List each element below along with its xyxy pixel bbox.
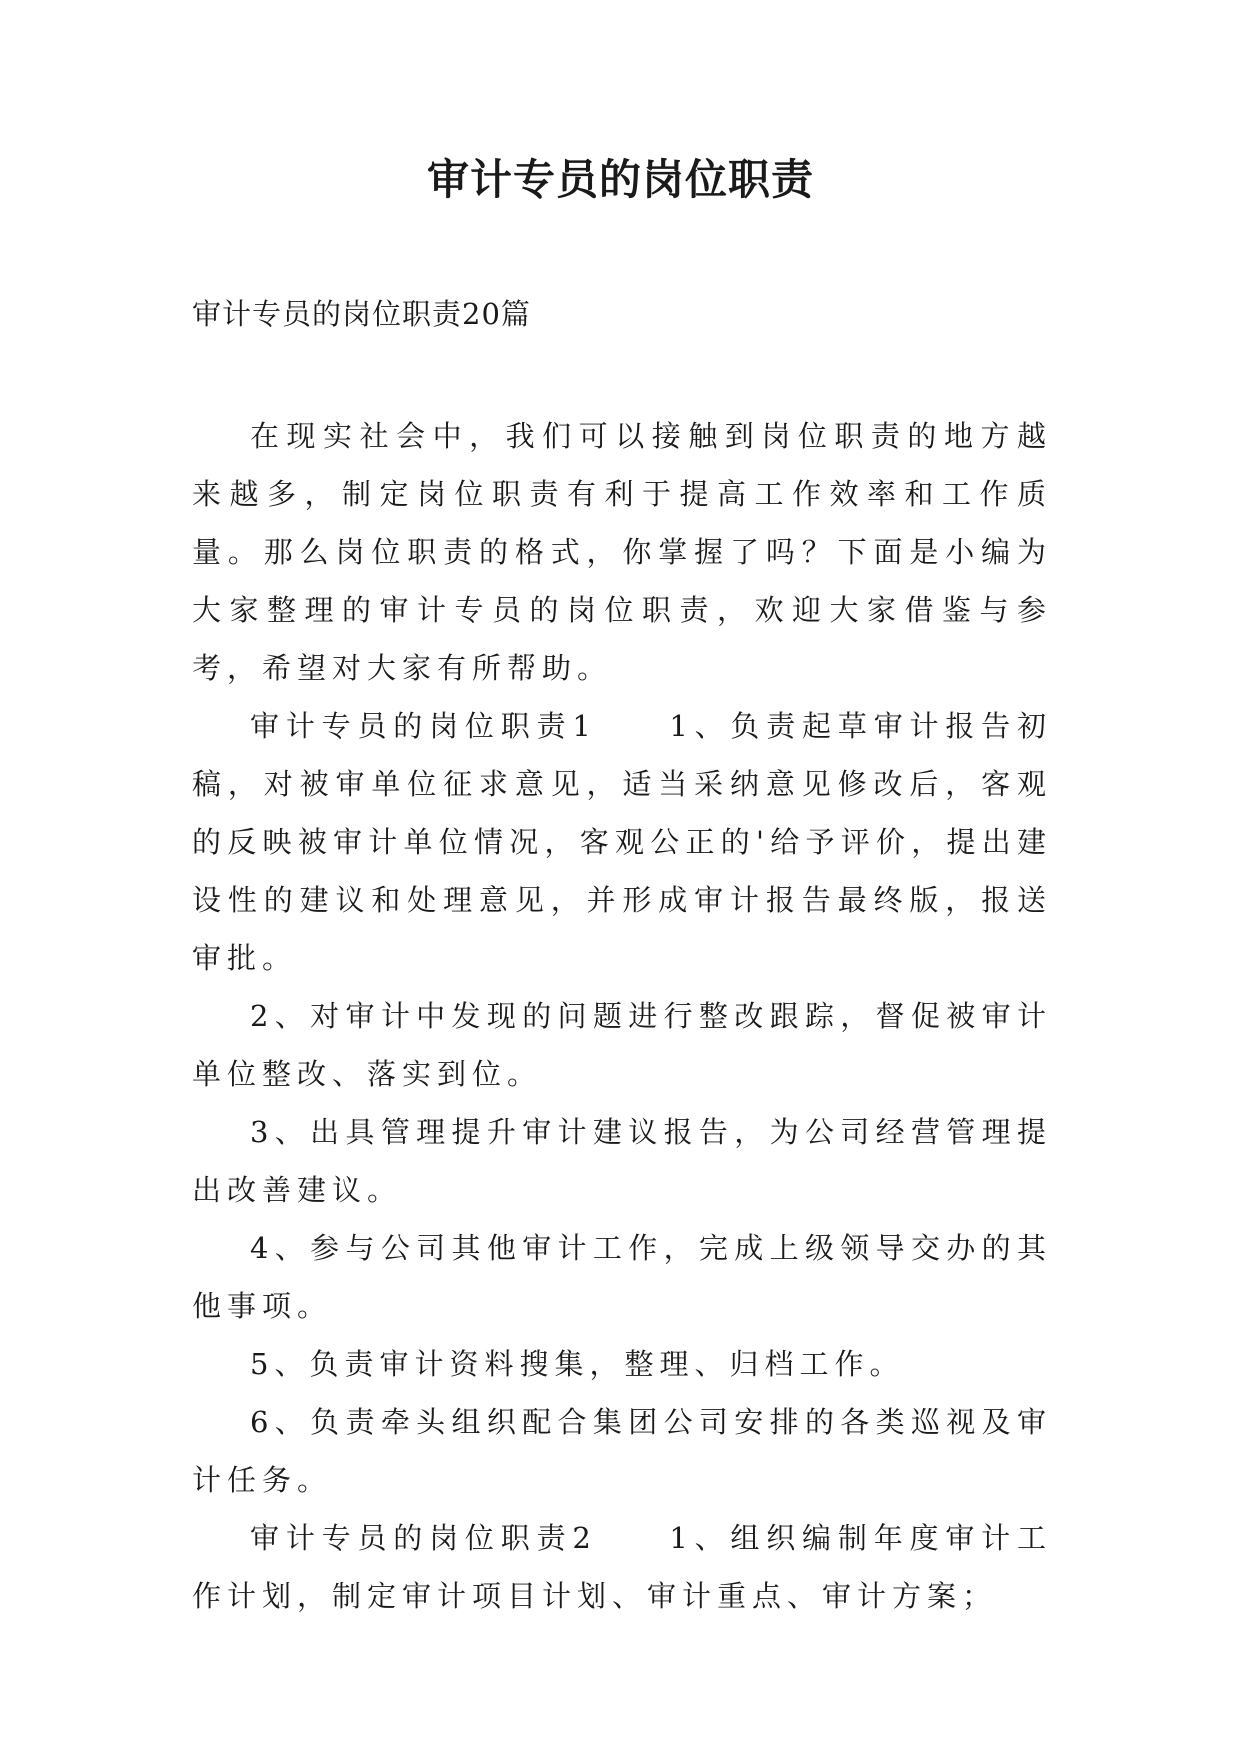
document-subtitle: 审计专员的岗位职责20篇 — [192, 297, 531, 331]
paragraph-duty-1-item-1: 审计专员的岗位职责1 1、负责起草审计报告初稿，对被审单位征求意见，适当采纳意见修改后，客观的反映被审计单位情况，客观公正的'给予评价，提出建设性的建议和处理意见，并形成审计报告最终版，报送审批。 — [192, 709, 1052, 975]
paragraph-duty-1-item-3: 3、出具管理提升审计建议报告，为公司经营管理提出改善建议。 — [192, 1115, 1052, 1207]
paragraph-intro: 在现实社会中，我们可以接触到岗位职责的地方越来越多，制定岗位职责有利于提高工作效率和工作质量。那么岗位职责的格式，你掌握了吗？下面是小编为大家整理的审计专员的岗位职责，欢迎大家借鉴与参考，希望对大家有所帮助。 — [192, 419, 1052, 685]
paragraph-duty-1-item-5: 5、负责审计资料搜集，整理、归档工作。 — [250, 1347, 905, 1381]
document-title: 审计专员的岗位职责 — [426, 155, 814, 204]
paragraph-duty-1-item-2: 2、对审计中发现的问题进行整改跟踪，督促被审计单位整改、落实到位。 — [192, 999, 1052, 1091]
paragraph-duty-1-item-4: 4、参与公司其他审计工作，完成上级领导交办的其他事项。 — [192, 1231, 1052, 1323]
document-body — [192, 407, 1052, 1625]
paragraph-duty-1-item-6: 6、负责牵头组织配合集团公司安排的各类巡视及审计任务。 — [192, 1405, 1052, 1497]
paragraph-duty-2-item-1: 审计专员的岗位职责2 1、组织编制年度审计工作计划，制定审计项目计划、审计重点、审计方案； — [192, 1521, 1052, 1613]
